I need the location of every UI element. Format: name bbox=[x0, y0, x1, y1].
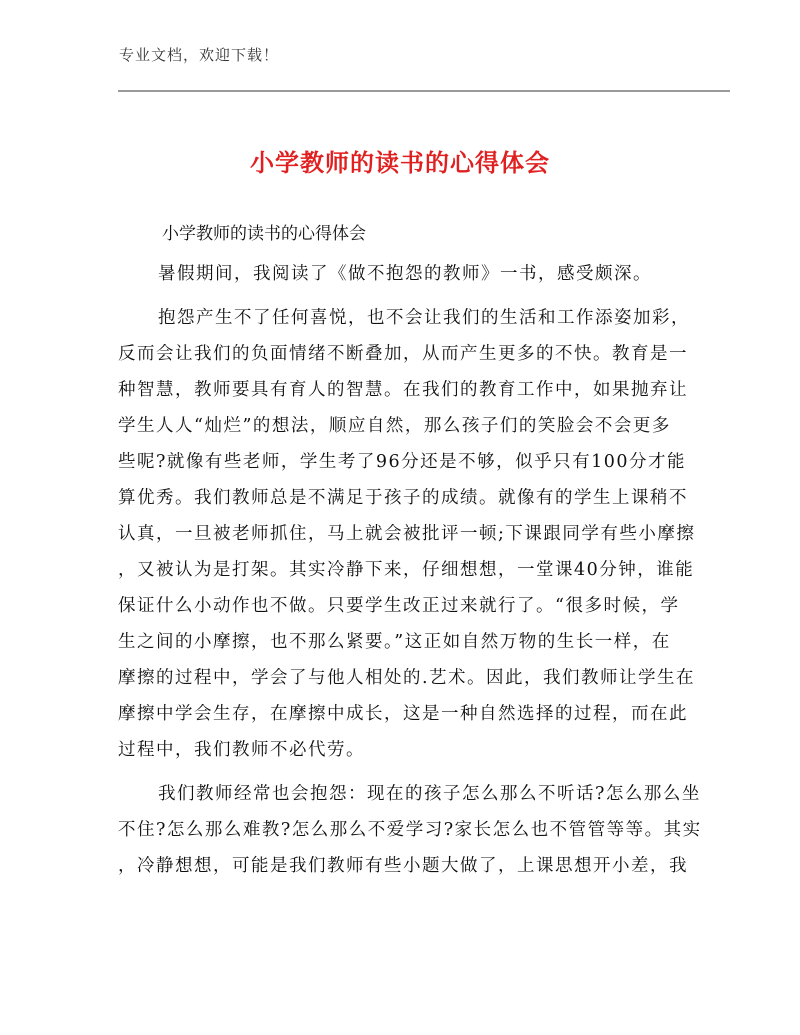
paragraph-line: 保证什么小动作也不做。只要学生改正过来就行了。“很多时候，学 bbox=[118, 596, 680, 616]
paragraph-line: 反而会让我们的负面情绪不断叠加，从而产生更多的不快。教育是一 bbox=[118, 344, 688, 364]
paragraph-line: 种智慧，教师要具有育人的智慧。在我们的教育工作中，如果抛弃让 bbox=[118, 380, 688, 400]
document-title: 小学教师的读书的心得体会 bbox=[250, 149, 550, 177]
document-body bbox=[118, 256, 702, 884]
paragraph-line: 认真，一旦被老师抓住，马上就会被批评一顿;下课跟同学有些小摩擦 bbox=[118, 524, 696, 544]
paragraph-line: 过程中，我们教师不必代劳。 bbox=[118, 740, 365, 760]
paragraph-line: 我们教师经常也会抱怨：现在的孩子怎么那么不听话?怎么那么坐 bbox=[158, 784, 701, 804]
paragraph-gap bbox=[118, 768, 678, 776]
paragraph-line: 摩擦的过程中，学会了与他人相处的.艺术。因此，我们教师让学生在 bbox=[118, 668, 696, 688]
paragraph-line: 抱怨产生不了任何喜悦，也不会让我们的生活和工作添姿加彩， bbox=[158, 308, 690, 328]
paragraph-line: 摩擦中学会生存，在摩擦中成长，这是一种自然选择的过程，而在此 bbox=[118, 704, 688, 724]
paragraph-line: 些呢?就像有些老师，学生考了96分还是不够，似乎只有100分才能 bbox=[118, 452, 687, 472]
document-subtitle: 小学教师的读书的心得体会 bbox=[162, 224, 366, 244]
paragraph-line: 算优秀。我们教师总是不满足于孩子的成绩。就像有的学生上课稍不 bbox=[118, 488, 688, 508]
paragraph-line: 暑假期间，我阅读了《做不抱怨的教师》一书，感受颇深。 bbox=[158, 264, 652, 284]
paragraph-line: 生之间的小摩擦，也不那么紧要。”这正如自然万物的生长一样，在 bbox=[118, 632, 671, 652]
header-note: 专业文档，欢迎下载！ bbox=[119, 46, 280, 64]
paragraph-line: 学生人人“灿烂”的想法，顺应自然，那么孩子们的笑脸会不会更多 bbox=[118, 416, 671, 436]
paragraph-gap bbox=[118, 292, 678, 300]
header-divider bbox=[118, 90, 730, 92]
paragraph-line: 不住?怎么那么难教?怎么那么不爱学习?家长怎么也不管管等等。其实 bbox=[118, 820, 702, 840]
paragraph-line: ，冷静想想，可能是我们教师有些小题大做了，上课思想开小差，我 bbox=[118, 856, 688, 876]
paragraph-line: ，又被认为是打架。其实冷静下来，仔细想想，一堂课40分钟，谁能 bbox=[118, 560, 695, 580]
